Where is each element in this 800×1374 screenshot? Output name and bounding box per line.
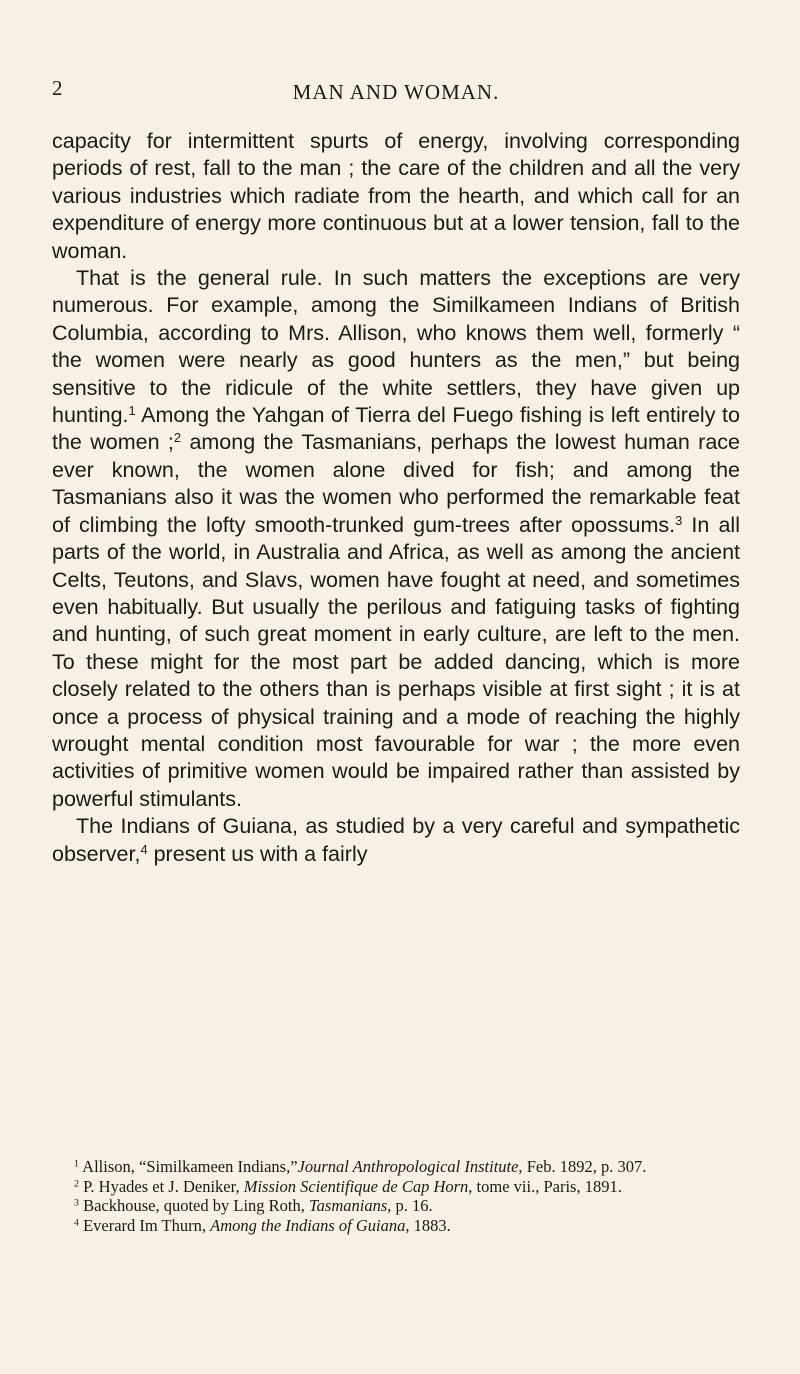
text-run: present us with a fairly <box>147 841 368 866</box>
footnote-number-ref: 2 <box>74 1178 79 1190</box>
text-run: Backhouse, quoted by Ling Roth, <box>78 1196 309 1215</box>
footnote <box>52 1196 740 1216</box>
text-run: capacity for intermittent spurts of energy, involving corresponding periods of rest, fall to the man ; the care of the children and all the very various industries which radiate from the hearth, and which call for an expenditure of energy more continuous but at a lower tension, fall to the woman. <box>52 129 740 263</box>
text-run: In all parts of the world, in Australia and Africa, as well as among the ancient Celts, Teutons, and Slavs, women have fought at need, and sometimes even habitually. But usually the perilous and fatiguing tasks of fighting and hunting, of such great moment in early culture, are left to the men. To these might for the most part be added dancing, which is more closely related to the others than is perhaps visible at first sight ; it is at once a process of physical training and a mode of reaching the highly wrought mental condition most favourable for war ; the more even activities of primitive women would be impaired rather than assisted by powerful stimulants. <box>52 512 740 811</box>
text-run: Feb. 1892, p. 307. <box>522 1157 647 1176</box>
text-run: tome vii., Paris, 1891. <box>472 1176 622 1196</box>
footnote-number-ref: 4 <box>74 1217 79 1229</box>
paragraph <box>52 813 740 868</box>
text-run: P. Hyades et J. Deniker, <box>78 1176 244 1196</box>
footnote-ref: 4 <box>140 841 148 857</box>
text-run: p. 16. <box>391 1196 433 1215</box>
work-title: Mission Scientifique de Cap Horn, <box>243 1176 473 1196</box>
text-run: Allison, “Similkameen Indians,” <box>78 1157 298 1176</box>
footnote-ref: 3 <box>675 512 683 528</box>
work-title: Tasmanians, <box>309 1196 392 1215</box>
text-run: among the Tasmanians, perhaps the lowest human race ever known, the women alone dived for fish; and among the Tasmanians also it was the women who performed the remarkable feat of climbing the lofty smooth-trunked gum-trees after opossums. <box>52 430 741 537</box>
text-run: Among the Yahgan of Tierra del Fuego fishing is left entirely to the women ; <box>52 403 740 455</box>
page-number: 2 <box>52 76 64 100</box>
footnote <box>52 1157 740 1177</box>
footnote <box>52 1177 740 1197</box>
footnote-number-ref: 3 <box>74 1197 79 1209</box>
page-header <box>52 76 740 106</box>
work-title: Journal Anthropological Institute, <box>297 1157 523 1176</box>
footnotes <box>52 1157 740 1235</box>
footnote-number-ref: 1 <box>74 1158 79 1170</box>
footnote-ref: 1 <box>128 402 136 418</box>
text-run: 1883. <box>409 1215 451 1235</box>
text-run: Everard Im Thurn, <box>78 1215 211 1235</box>
footnote <box>52 1216 740 1236</box>
text-run: The Indians of Guiana, as studied by a very careful and sympathetic observer, <box>52 814 740 866</box>
text-run: That is the general rule. In such matters the exceptions are very numerous. For example, among the Similkameen Indians of British Columbia, according to Mrs. Allison, who knows them well, formerly “ the women were nearly as good hunters as the men,” but being sensitive to the ridicule of the white settlers, they have given up hunting. <box>52 266 740 428</box>
footnote-ref: 2 <box>173 430 182 446</box>
body-text <box>52 128 740 868</box>
paragraph <box>52 128 740 265</box>
work-title: Among the Indians of Guiana, <box>210 1215 410 1235</box>
running-title: MAN AND WOMAN. <box>292 80 500 104</box>
paragraph <box>52 265 740 813</box>
